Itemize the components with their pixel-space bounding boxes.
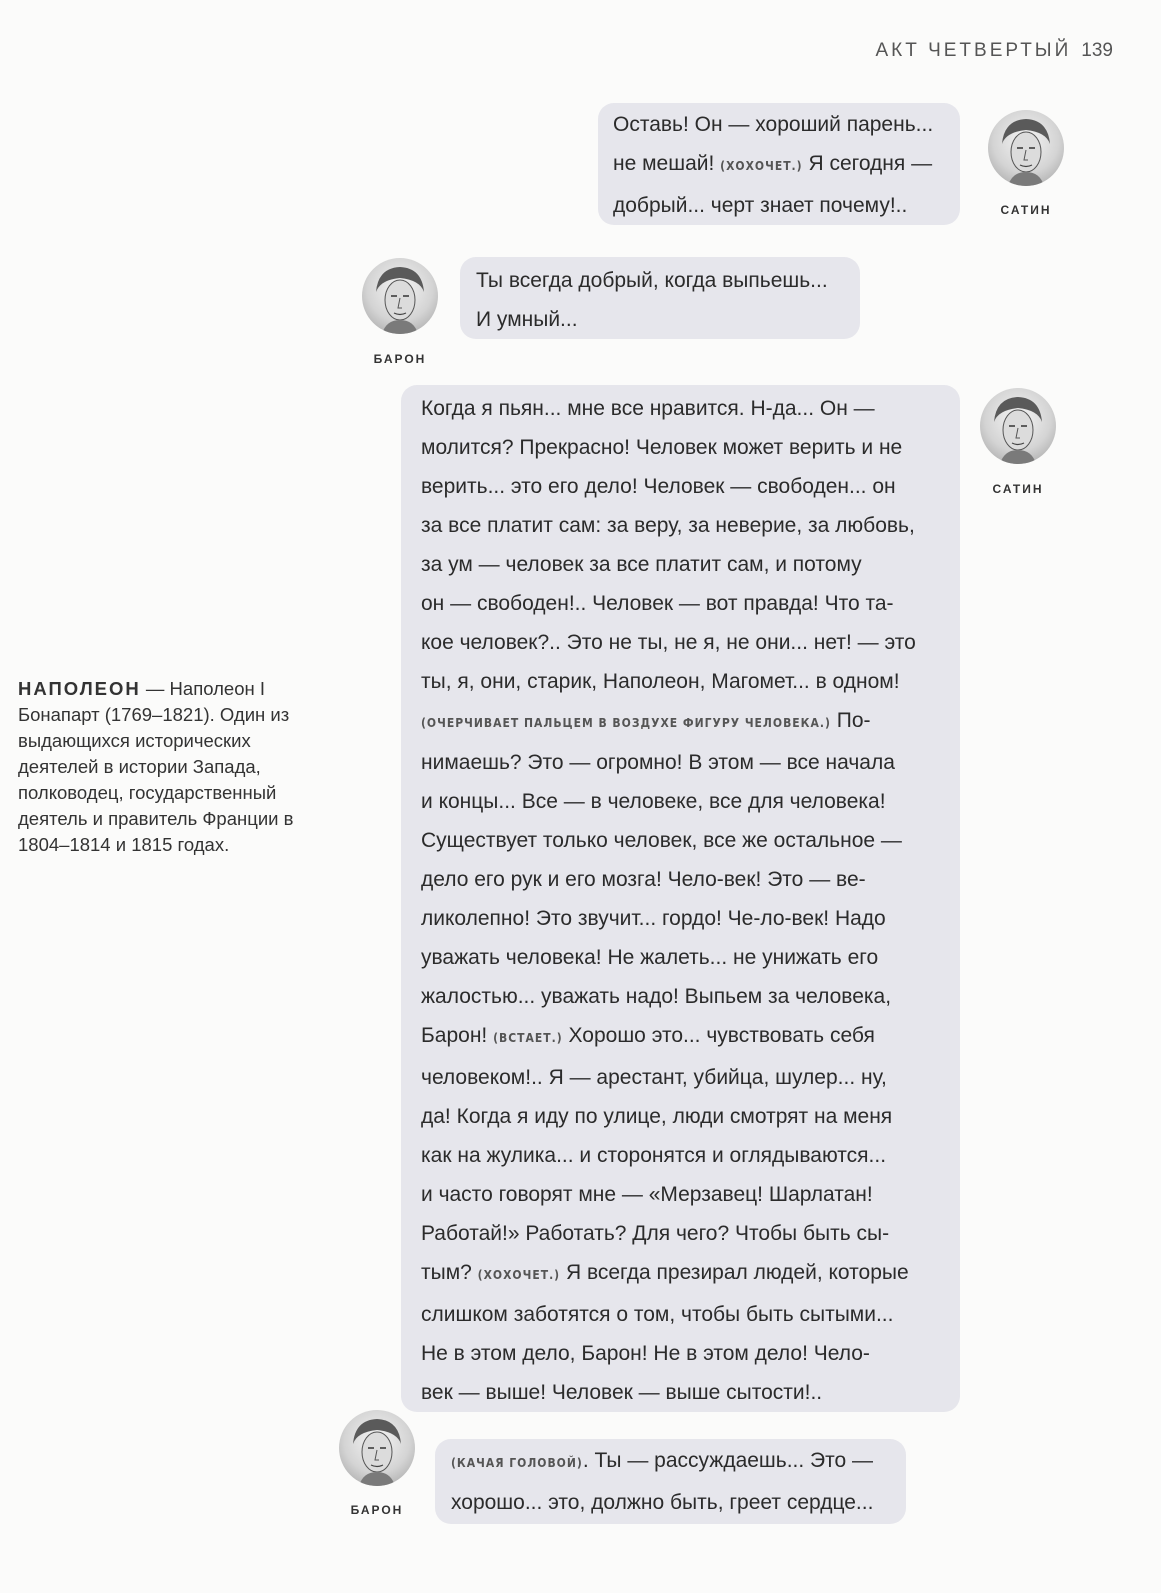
- dialogue-line: [421, 1334, 946, 1373]
- dialogue-line: [421, 1058, 946, 1097]
- dialogue-bubble: [401, 385, 960, 1412]
- dialogue-line: [421, 662, 946, 701]
- line-text: жалостью... уважать надо! Выпьем за человека,: [421, 985, 892, 1008]
- line-text: Я сегодня —: [802, 152, 933, 175]
- line-text: молится? Прекрасно! Человек может верить и не: [421, 436, 903, 459]
- dialogue-line: [451, 1483, 890, 1522]
- dialogue-line: [421, 467, 946, 506]
- dialogue-line: [613, 186, 944, 225]
- line-text: Работай!» Работать? Для чего? Чтобы быть сы-: [421, 1222, 890, 1245]
- dialogue-line: [421, 623, 946, 662]
- line-text: хорошо... это, должно быть, греет сердце...: [451, 1491, 874, 1514]
- dialogue-line: [421, 977, 946, 1016]
- dialogue-line: [421, 389, 946, 428]
- dialogue-line: [476, 261, 844, 300]
- line-text: и концы... Все — в человеке, все для человека!: [421, 790, 886, 813]
- line-text: человеком!.. Я — арестант, убийца, шулер... ну,: [421, 1066, 887, 1089]
- dialogue-line: [421, 545, 946, 584]
- stage-direction: (КАЧАЯ ГОЛОВОЙ): [451, 1456, 583, 1470]
- dialogue-line: [421, 938, 946, 977]
- line-text: за все платит сам: за веру, за неверие, за любовь,: [421, 514, 915, 537]
- speaker-name: БАРОН: [350, 1503, 404, 1517]
- dialogue-line: [421, 584, 946, 623]
- speaker-name: САТИН: [992, 482, 1044, 496]
- line-text: век — выше! Человек — выше сытости!..: [421, 1381, 823, 1404]
- dialogue-line: [613, 144, 944, 186]
- dialogue-line: [421, 1373, 946, 1412]
- stage-direction: (ОЧЕРЧИВАЕТ ПАЛЬЦЕМ В ВОЗДУХЕ ФИГУРУ ЧЕЛОВЕКА.): [421, 716, 831, 730]
- line-text: ты, я, они, старик, Наполеон, Магомет... в одном!: [421, 670, 900, 693]
- line-text: Барон!: [421, 1024, 494, 1047]
- line-text: кое человек?.. Это не ты, не я, не они... нет! — это: [421, 631, 916, 654]
- dialogue-line: [421, 1175, 946, 1214]
- dialogue-line: [421, 1214, 946, 1253]
- line-text: Не в этом дело, Барон! Не в этом дело! Чело-: [421, 1342, 870, 1365]
- line-text: слишком заботятся о том, чтобы быть сытыми...: [421, 1303, 894, 1326]
- page-number: 139: [1081, 40, 1113, 61]
- section-title: АКТ ЧЕТВЕРТЫЙ: [875, 40, 1072, 61]
- speaker-name: БАРОН: [373, 352, 427, 366]
- dialogue-line: [421, 1016, 946, 1058]
- dialogue-line: [421, 428, 946, 467]
- dialogue-line: [421, 701, 946, 743]
- line-text: Оставь! Он — хороший парень...: [613, 113, 934, 136]
- line-text: да! Когда я иду по улице, люди смотрят на меня: [421, 1105, 893, 1128]
- stage-direction: (ХОХОЧЕТ.): [720, 159, 803, 173]
- dialogue-line: [476, 300, 844, 339]
- line-text: и часто говорят мне — «Мерзавец! Шарлатан!: [421, 1183, 873, 1206]
- line-text: тым?: [421, 1261, 478, 1284]
- dialogue-bubble: [460, 257, 860, 339]
- speaker-name: САТИН: [1000, 203, 1052, 217]
- line-text: ликолепно! Это звучит... гордо! Че-ло-век! Надо: [421, 907, 886, 930]
- dialogue-line: [613, 105, 944, 144]
- dialogue-line: [421, 1253, 946, 1295]
- dialogue-line: [451, 1441, 890, 1483]
- dialogue-line: [421, 860, 946, 899]
- line-text: Когда я пьян... мне все нравится. Н-да... Он —: [421, 397, 875, 420]
- dialogue-line: [421, 821, 946, 860]
- line-text: уважать человека! Не жалеть... не унижать его: [421, 946, 879, 969]
- line-text: не мешай!: [613, 152, 721, 175]
- line-text: Хорошо это... чувствовать себя: [562, 1024, 875, 1047]
- line-text: верить... это его дело! Человек — свободен... он: [421, 475, 896, 498]
- line-text: дело его рук и его мозга! Чело-век! Это — ве-: [421, 868, 866, 891]
- dialogue-line: [421, 506, 946, 545]
- satin-portrait-icon: [988, 110, 1064, 186]
- line-text: он — свободен!.. Человек — вот правда! Что та-: [421, 592, 894, 615]
- line-text: Я всегда презирал людей, которые: [560, 1261, 909, 1284]
- line-text: По-: [830, 709, 871, 732]
- line-text: добрый... черт знает почему!..: [613, 194, 908, 217]
- line-text: Ты всегда добрый, когда выпьешь...: [476, 269, 828, 292]
- dialogue-line: [421, 1097, 946, 1136]
- line-text: за ум — человек за все платит сам, и потому: [421, 553, 862, 576]
- dialogue-line: [421, 782, 946, 821]
- dialogue-line: [421, 1295, 946, 1334]
- stage-direction: (ВСТАЕТ.): [493, 1031, 563, 1045]
- dialogue-line: [421, 899, 946, 938]
- line-text: как на жулика... и сторонятся и оглядываются...: [421, 1144, 887, 1167]
- dialogue-line: [421, 1136, 946, 1175]
- line-text: нимаешь? Это — огромно! В этом — все начала: [421, 751, 895, 774]
- satin-portrait-icon: [980, 388, 1056, 464]
- dialogue-bubble: [435, 1439, 906, 1524]
- baron-portrait-icon: [362, 258, 438, 334]
- stage-direction: (ХОХОЧЕТ.): [477, 1268, 561, 1282]
- running-head: [875, 40, 1113, 62]
- line-text: Существует только человек, все же остальное —: [421, 829, 902, 852]
- dialogue-line: [421, 743, 946, 782]
- baron-portrait-icon: [339, 1410, 415, 1486]
- line-text: И умный...: [476, 308, 578, 331]
- footnote-napoleon: [18, 676, 308, 858]
- line-text: . Ты — рассуждаешь... Это —: [582, 1449, 874, 1472]
- footnote-text: — Наполеон I Бонапарт (1769–1821). Один из выдающихся исторических деятелей в истории Запада, полководец, государственный деятель и правитель Франции в 1804–1814 и 1815 годах.: [18, 678, 294, 855]
- footnote-term: НАПОЛЕОН: [18, 678, 141, 699]
- dialogue-bubble: [598, 103, 960, 225]
